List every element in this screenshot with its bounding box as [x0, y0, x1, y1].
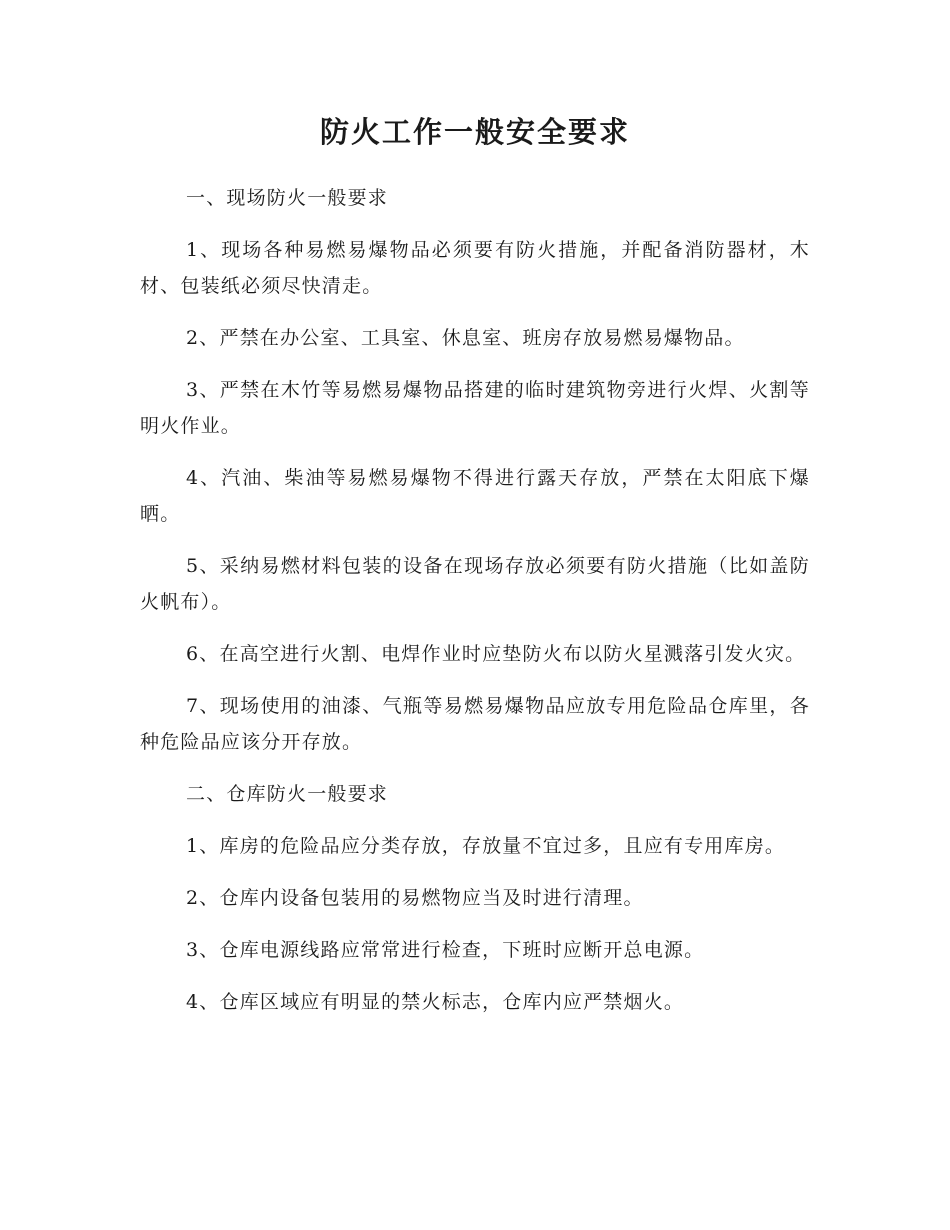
section-heading-site: 一、现场防火一般要求 — [186, 187, 389, 209]
section-heading-warehouse: 二、仓库防火一般要求 — [186, 783, 389, 805]
paragraph: 3、严禁在木竹等易燃易爆物品搭建的临时建筑物旁进行火焊、火割等明火作业。 — [140, 379, 810, 437]
paragraph: 6、在高空进行火割、电焊作业时应垫防火布以防火星溅落引发火灾。 — [186, 643, 806, 665]
paragraph: 2、仓库内设备包装用的易燃物应当及时进行清理。 — [186, 887, 644, 909]
document-page — [140, 108, 810, 1036]
paragraph: 5、采纳易燃材料包装的设备在现场存放必须要有防火措施（比如盖防火帆布）。 — [140, 555, 810, 613]
document-title: 防火工作一般安全要求 — [319, 115, 630, 149]
paragraph: 2、严禁在办公室、工具室、休息室、班房存放易燃易爆物品。 — [186, 327, 745, 349]
paragraph: 3、仓库电源线路应常常进行检查，下班时应断开总电源。 — [186, 939, 705, 961]
paragraph: 4、仓库区域应有明显的禁火标志，仓库内应严禁烟火。 — [186, 991, 685, 1013]
paragraph: 4、汽油、柴油等易燃易爆物不得进行露天存放，严禁在太阳底下爆晒。 — [140, 467, 810, 525]
paragraph: 7、现场使用的油漆、气瓶等易燃易爆物品应放专用危险品仓库里，各种危险品应该分开存放。 — [140, 695, 810, 753]
paragraph: 1、库房的危险品应分类存放，存放量不宜过多，且应有专用库房。 — [186, 835, 786, 857]
paragraph: 1、现场各种易燃易爆物品必须要有防火措施，并配备消防器材，木材、包装纸必须尽快清走。 — [140, 239, 810, 297]
